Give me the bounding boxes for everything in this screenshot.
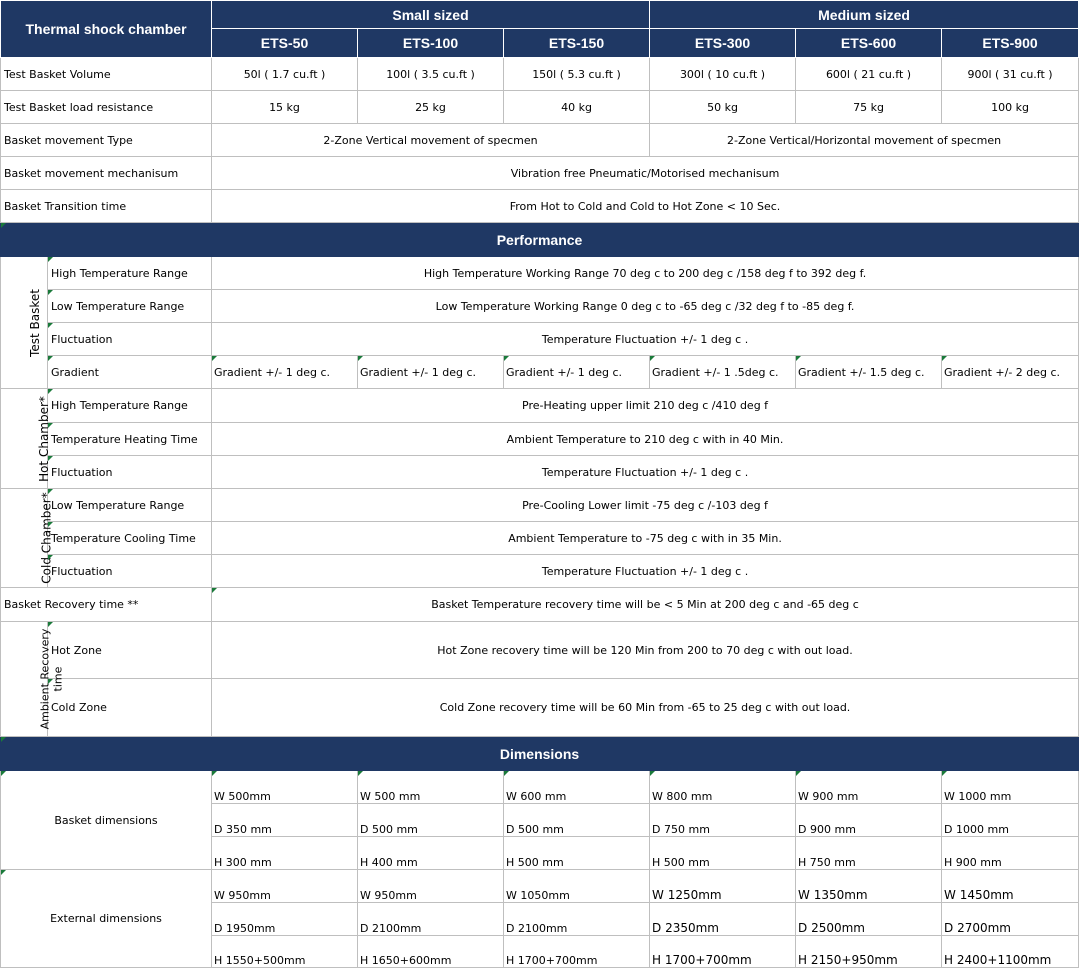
cell-value: W 1000 mm: [942, 771, 1079, 804]
cell-value: H 1700+700mm: [650, 936, 796, 968]
row-label: Basket Transition time: [1, 190, 212, 223]
group-label-line2: time: [51, 666, 65, 692]
cell-value: W 950mm: [212, 870, 358, 903]
model-ets-600: ETS-600: [796, 29, 942, 58]
row-label: Gradient: [48, 356, 212, 389]
cell-value: D 2100mm: [504, 903, 650, 936]
cell-value: D 1000 mm: [942, 804, 1079, 837]
cell-value: D 500 mm: [504, 804, 650, 837]
cell-value: D 900 mm: [796, 804, 942, 837]
cell-value: D 350 mm: [212, 804, 358, 837]
model-ets-100: ETS-100: [358, 29, 504, 58]
cell-value: H 1550+500mm: [212, 936, 358, 968]
row-label: Fluctuation: [48, 555, 212, 588]
cell-value: Ambient Temperature to 210 deg c with in 40 Min.: [212, 423, 1079, 456]
cell-value: 100 kg: [942, 91, 1079, 124]
cell-value: H 500 mm: [504, 837, 650, 870]
cell-value: W 800 mm: [650, 771, 796, 804]
cell-value: Gradient +/- 1 .5deg c.: [650, 356, 796, 389]
cell-value: Gradient +/- 1 deg c.: [212, 356, 358, 389]
cell-value: H 900 mm: [942, 837, 1079, 870]
cell-value: 2-Zone Vertical movement of specmen: [212, 124, 650, 157]
cell-value: Gradient +/- 1.5 deg c.: [796, 356, 942, 389]
cell-value: Basket Temperature recovery time will be < 5 Min at 200 deg c and -65 deg c: [212, 588, 1079, 622]
basket-dimensions-label: Basket dimensions: [1, 771, 212, 870]
cell-value: W 1050mm: [504, 870, 650, 903]
row-label: Temperature Heating Time: [48, 423, 212, 456]
model-ets-300: ETS-300: [650, 29, 796, 58]
cell-value: H 2400+1100mm: [942, 936, 1079, 968]
cell-value: 100l ( 3.5 cu.ft ): [358, 58, 504, 91]
table-title: Thermal shock chamber: [1, 1, 212, 58]
model-ets-900: ETS-900: [942, 29, 1079, 58]
group-label-line1: Ambient Recovery: [38, 628, 52, 730]
cell-value: High Temperature Working Range 70 deg c to 200 deg c /158 deg f to 392 deg f.: [212, 257, 1079, 290]
cell-value: W 600 mm: [504, 771, 650, 804]
cell-value: 600l ( 21 cu.ft ): [796, 58, 942, 91]
row-label: Basket Recovery time **: [1, 588, 212, 622]
group-label: Hot Chamber*: [36, 395, 51, 482]
cell-value: 75 kg: [796, 91, 942, 124]
row-basket-recovery: [1, 588, 1079, 622]
cell-value: Temperature Fluctuation +/- 1 deg c .: [212, 323, 1079, 356]
group-hot-chamber: [1, 389, 51, 489]
cell-value: H 400 mm: [358, 837, 504, 870]
row-label: High Temperature Range: [48, 389, 212, 423]
row-label: Low Temperature Range: [48, 489, 212, 522]
group-small-sized: Small sized: [212, 1, 650, 29]
group-cold-chamber: [1, 489, 54, 588]
group-ambient-recovery: [1, 622, 65, 737]
cell-value: Gradient +/- 2 deg c.: [942, 356, 1079, 389]
cell-value: Pre-Cooling Lower limit -75 deg c /-103 deg f: [212, 489, 1079, 522]
cell-value: Low Temperature Working Range 0 deg c to -65 deg c /32 deg f to -85 deg f.: [212, 290, 1079, 323]
cell-value: H 1700+700mm: [504, 936, 650, 968]
row-load-resistance: [1, 91, 1079, 124]
row-label: Hot Zone: [48, 622, 212, 679]
cell-value: 150l ( 5.3 cu.ft ): [504, 58, 650, 91]
model-ets-150: ETS-150: [504, 29, 650, 58]
cell-value: H 1650+600mm: [358, 936, 504, 968]
cell-value: 50l ( 1.7 cu.ft ): [212, 58, 358, 91]
cell-value: H 2150+950mm: [796, 936, 942, 968]
cell-value: 25 kg: [358, 91, 504, 124]
cell-value: Gradient +/- 1 deg c.: [358, 356, 504, 389]
cell-value: 300l ( 10 cu.ft ): [650, 58, 796, 91]
cell-value: Pre-Heating upper limit 210 deg c /410 deg f: [212, 389, 1079, 423]
cell-value: W 1350mm: [796, 870, 942, 903]
cell-value: W 1250mm: [650, 870, 796, 903]
cell-value: H 500 mm: [650, 837, 796, 870]
cell-value: W 950mm: [358, 870, 504, 903]
cell-value: D 750 mm: [650, 804, 796, 837]
row-label: Test Basket Volume: [1, 58, 212, 91]
model-ets-50: ETS-50: [212, 29, 358, 58]
cell-value: Hot Zone recovery time will be 120 Min from 200 to 70 deg c with out load.: [212, 622, 1079, 679]
cell-value: D 2500mm: [796, 903, 942, 936]
row-label: Fluctuation: [48, 456, 212, 489]
row-basket-volume: [1, 58, 1079, 91]
row-label: Test Basket load resistance: [1, 91, 212, 124]
section-performance: Performance: [1, 223, 1079, 257]
cell-value: Temperature Fluctuation +/- 1 deg c .: [212, 555, 1079, 588]
group-label: Test Basket: [27, 288, 42, 357]
group-label: Cold Chamber*: [39, 492, 54, 584]
row-label: High Temperature Range: [48, 257, 212, 290]
cell-value: H 300 mm: [212, 837, 358, 870]
cell-value: W 1450mm: [942, 870, 1079, 903]
cell-value: 900l ( 31 cu.ft ): [942, 58, 1079, 91]
cell-value: 50 kg: [650, 91, 796, 124]
cell-value: Vibration free Pneumatic/Motorised mechanisum: [212, 157, 1079, 190]
cell-value: D 2350mm: [650, 903, 796, 936]
group-test-basket: [1, 257, 48, 389]
cell-value: Cold Zone recovery time will be 60 Min from -65 to 25 deg c with out load.: [212, 679, 1079, 737]
cell-value: D 2700mm: [942, 903, 1079, 936]
cell-value: D 500 mm: [358, 804, 504, 837]
row-label: Basket movement Type: [1, 124, 212, 157]
row-movement-mechanism: [1, 157, 1079, 190]
external-dimensions-label: External dimensions: [1, 870, 212, 968]
cell-value: 40 kg: [504, 91, 650, 124]
row-label: Basket movement mechanisum: [1, 157, 212, 190]
cell-value: Gradient +/- 1 deg c.: [504, 356, 650, 389]
row-label: Temperature Cooling Time: [48, 522, 212, 555]
section-dimensions: Dimensions: [1, 737, 1079, 771]
cell-value: D 2100mm: [358, 903, 504, 936]
row-transition-time: [1, 190, 1079, 223]
cell-value: 2-Zone Vertical/Horizontal movement of specmen: [650, 124, 1079, 157]
cell-value: W 900 mm: [796, 771, 942, 804]
cell-value: H 750 mm: [796, 837, 942, 870]
cell-value: Temperature Fluctuation +/- 1 deg c .: [212, 456, 1079, 489]
cell-value: From Hot to Cold and Cold to Hot Zone < 10 Sec.: [212, 190, 1079, 223]
group-medium-sized: Medium sized: [650, 1, 1079, 29]
row-movement-type: [1, 124, 1079, 157]
cell-value: W 500mm: [212, 771, 358, 804]
cell-value: Ambient Temperature to -75 deg c with in 35 Min.: [212, 522, 1079, 555]
cell-value: W 500 mm: [358, 771, 504, 804]
cell-value: 15 kg: [212, 91, 358, 124]
row-label: Low Temperature Range: [48, 290, 212, 323]
row-label: Fluctuation: [48, 323, 212, 356]
cell-value: D 1950mm: [212, 903, 358, 936]
row-label: Cold Zone: [48, 679, 212, 737]
